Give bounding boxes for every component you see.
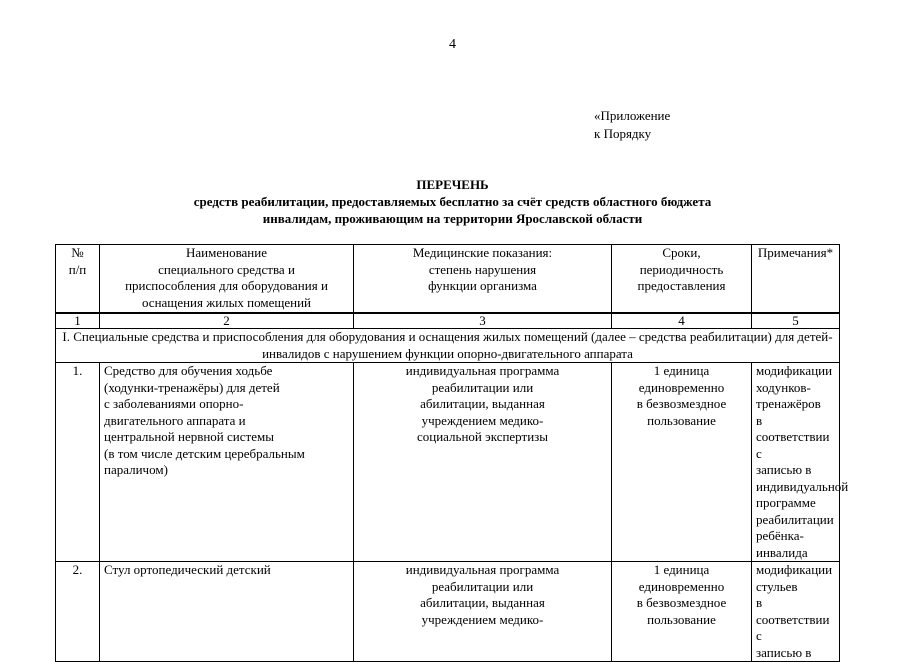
row-name: Стул ортопедический детский (100, 562, 354, 662)
appendix-line-2: к Порядку (594, 126, 652, 141)
column-number: 2 (100, 313, 354, 329)
row-indications: индивидуальная программа реабилитации или абилитации, выданная учреждением медико- (354, 562, 612, 662)
row-terms: 1 единица единовременно в безвозмездное пользование (612, 562, 752, 662)
appendix-line-1: «Приложение (594, 108, 671, 123)
rehabilitation-means-table (55, 244, 849, 662)
header-indications: Медицинские показания: степень нарушения функции организма (354, 245, 612, 314)
table-row (56, 562, 840, 662)
header-number: № п/п (56, 245, 100, 314)
column-number: 1 (56, 313, 100, 329)
header-terms: Сроки, периодичность предоставления (612, 245, 752, 314)
row-terms: 1 единица единовременно в безвозмездное пользование (612, 363, 752, 562)
table-header-row (56, 245, 840, 314)
document-title (0, 176, 905, 227)
row-number: 2. (56, 562, 100, 662)
row-notes: модификации ходунков- тренажёров в соответствии с записью в индивидуальной программе реабилитации ребёнка-инвалида (752, 363, 840, 562)
row-number: 1. (56, 363, 100, 562)
header-name: Наименование специального средства и приспособления для оборудования и оснащения жилых помещений (100, 245, 354, 314)
row-indications: индивидуальная программа реабилитации или абилитации, выданная учреждением медико- социальной экспертизы (354, 363, 612, 562)
page-number: 4 (449, 37, 456, 52)
column-number: 3 (354, 313, 612, 329)
section-row (56, 329, 840, 363)
column-number: 5 (752, 313, 840, 329)
row-notes: модификации стульев в соответствии с записью в (752, 562, 840, 662)
appendix-reference (594, 107, 670, 143)
table-row (56, 363, 840, 562)
column-number-row (56, 313, 840, 329)
section-title: I. Специальные средства и приспособления для оборудования и оснащения жилых помещений (далее – средства реабилитации) для детей-инвалидов с нарушением функции опорно-двигательного аппарата (56, 329, 840, 363)
column-number: 4 (612, 313, 752, 329)
title-line-1: ПЕРЕЧЕНЬ (416, 177, 489, 192)
title-line-2: средств реабилитации, предоставляемых бесплатно за счёт средств областного бюджета (193, 194, 712, 209)
title-line-3: инвалидам, проживающим на территории Ярославской области (262, 211, 643, 226)
header-notes: Примечания* (752, 245, 840, 314)
row-name: Средство для обучения ходьбе (ходунки-тренажёры) для детей с заболеваниями опорно- двигательного аппарата и центральной нервной системы (в том числе детским церебральным параличом) (100, 363, 354, 562)
